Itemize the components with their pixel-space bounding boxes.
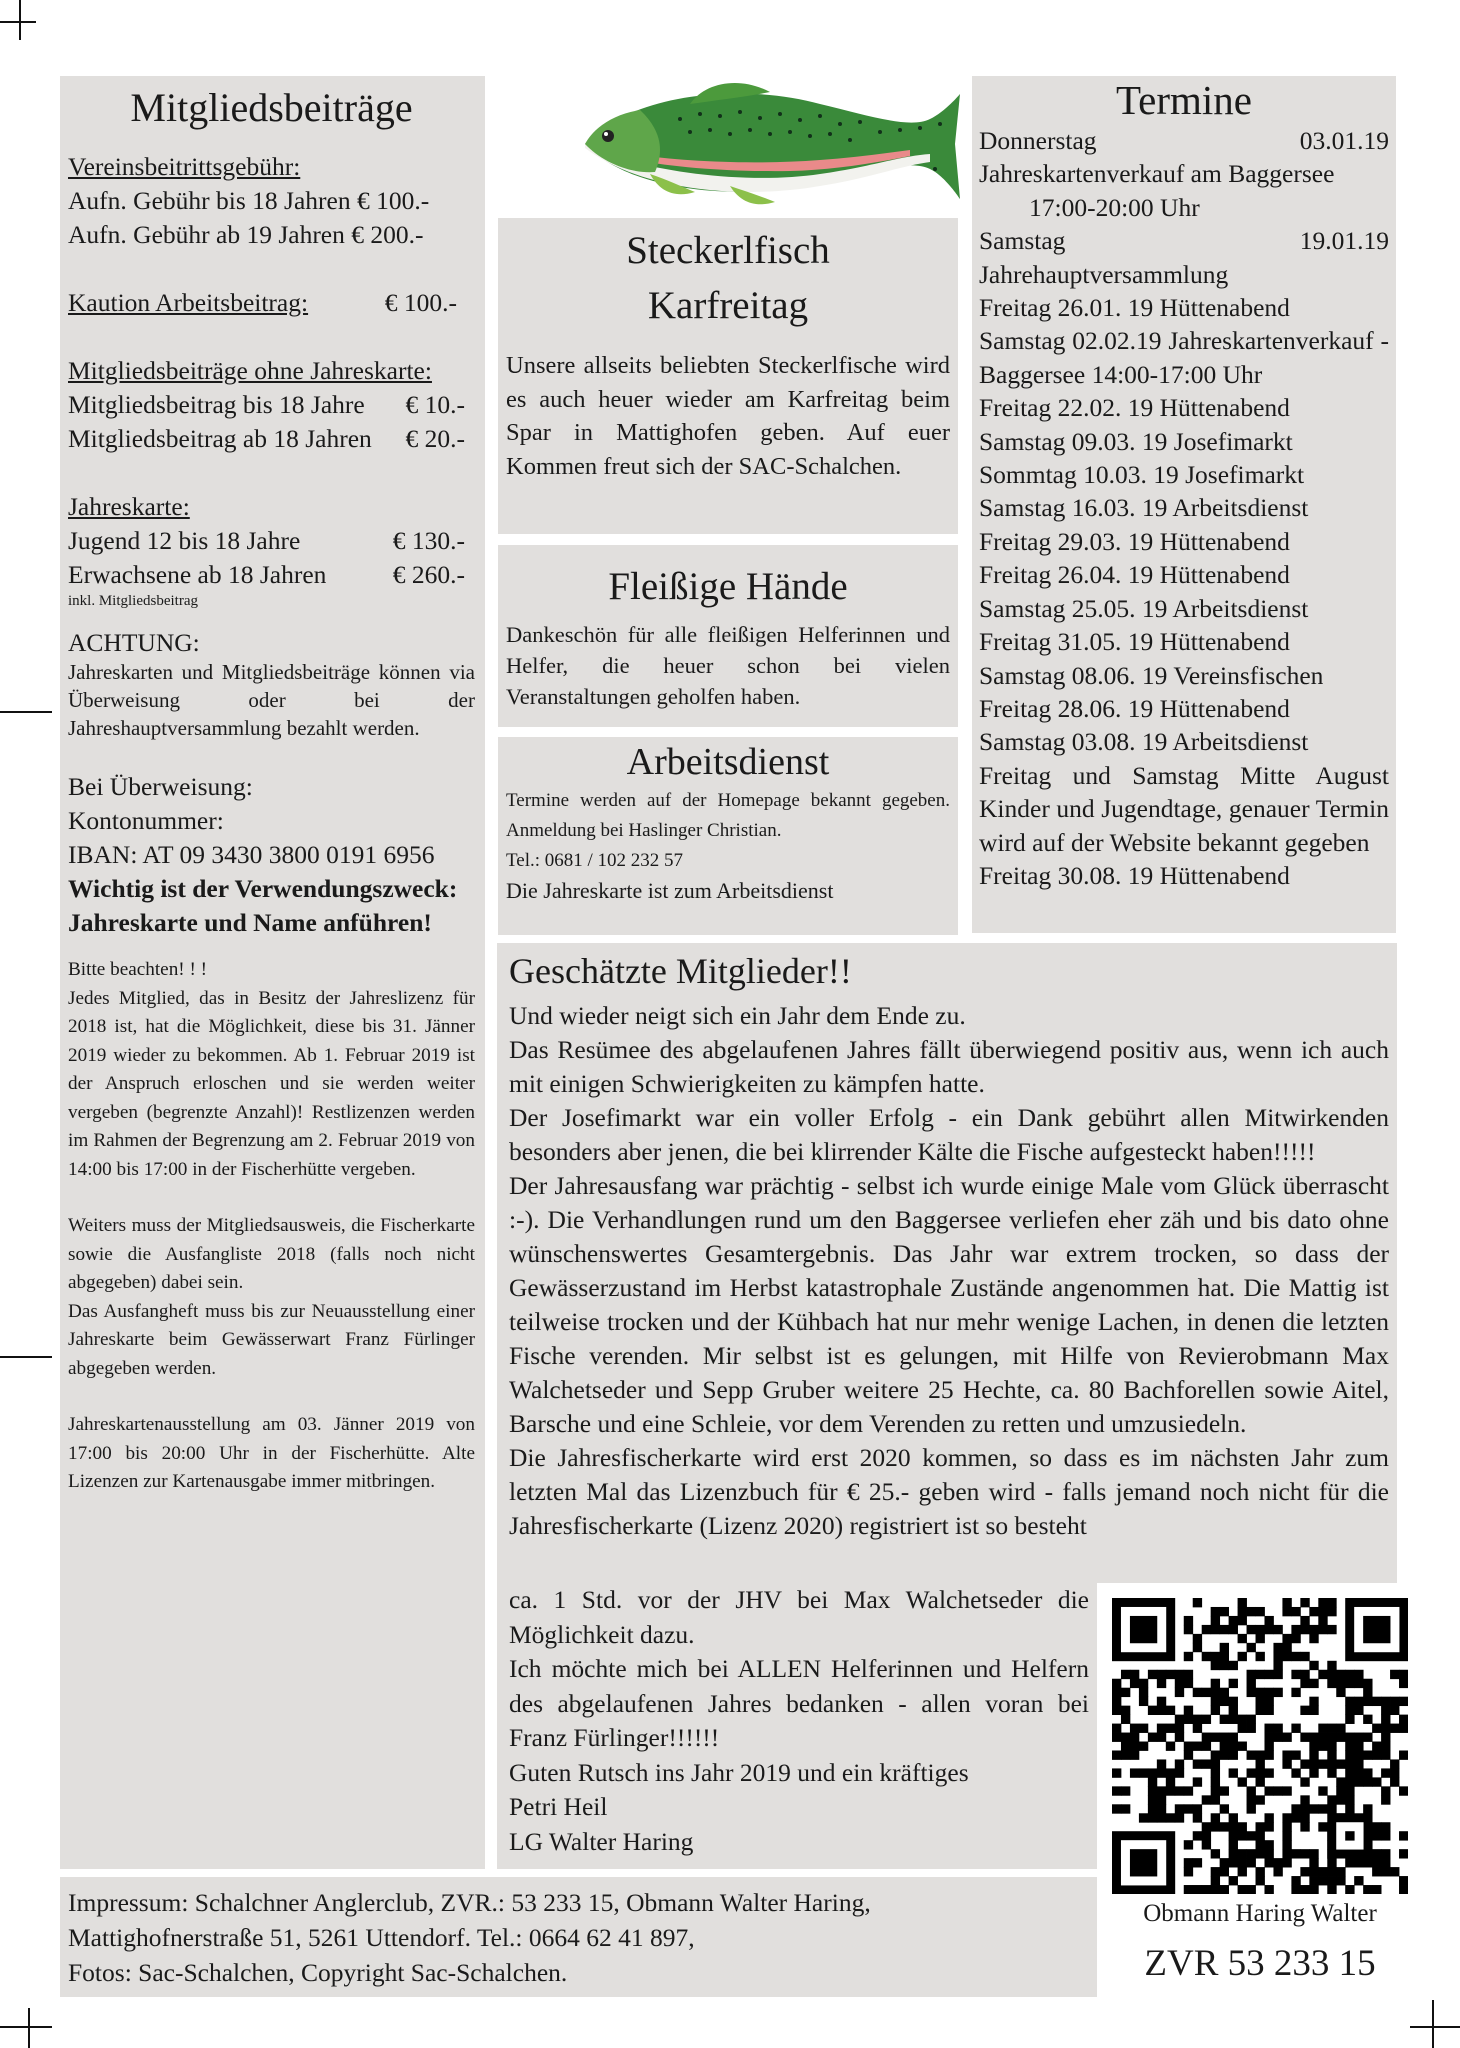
transfer-important-line: Wichtig ist der Verwendungszweck: [68,874,458,903]
date-entry: Freitag 29.03. 19 Hüttenabend [979,526,1290,556]
annual-card-fee-row [68,524,475,558]
steckerlfisch-text: Unsere allseits beliebten Steckerlfische wird es auch heuer wieder am Karfreitag beim Spar in Mattighofen geben. Auf euer Kommen freut sich der SAC-Schalchen. [506,352,950,480]
date-entry: Donnerstag 03.01.19 Jahreskartenverkauf am Baggersee [979,126,1389,189]
no-card-heading: Mitgliedsbeiträge ohne Jahreskarte: [68,356,432,385]
date-entry: Samstag 09.03. 19 Josefimarkt [979,426,1293,456]
card-note: inkl. Mitgliedsbeitrag [68,593,198,609]
crop-mark [1410,2026,1460,2028]
membership-fee-row [68,422,475,456]
membership-fees-title: Mitgliedsbeiträge [130,85,413,130]
deposit-row [68,286,475,320]
qr-caption: Obmann Haring Walter [1143,1900,1377,1927]
crop-mark [0,711,52,713]
date-entry: Samstag 03.08. 19 Arbeitsdienst [979,727,1309,757]
crop-mark [0,1356,52,1358]
steckerlfisch-title-line2: Karfreitag [647,284,809,327]
work-service-panel [498,737,958,935]
deposit-label: Kaution Arbeitsbeitrag: [68,288,309,317]
logbook-text: Das Ausfangheft muss bis zur Neuausstellung einer Jahreskarte beim Gewässerwart Franz Fürlinger abgegeben werden. [68,1300,475,1379]
steckerlfisch-title-line1: Steckerlfisch [626,229,830,272]
letter-title: Geschätzte Mitglieder!! [509,951,852,991]
crop-mark [1432,2000,1434,2048]
work-service-phone: Tel.: 0681 / 102 232 57 [506,850,684,871]
steckerlfisch-title [506,223,950,333]
date-entry: Freitag 22.02. 19 Hüttenabend [979,393,1290,423]
card-issue-text: Jahreskartenausstellung am 03. Jänner 2019 von 17:00 bis 20:00 Uhr in der Fischerhütte. Alte Lizenzen zur Kartenausgabe immer mitbringen. [68,1414,475,1492]
work-service-title: Arbeitsdienst [626,741,830,783]
letter-paragraph: ca. 1 Std. vor der JHV bei Max Walchetseder die Möglichkeit dazu. [509,1585,1089,1649]
helpers-text: Dankeschön für alle fleißigen Helferinnen und Helfer, die heuer schon bei vielen Veranstaltungen geholfen haben. [506,622,950,709]
members-letter-continuation [497,1583,1097,1869]
qr-code [1112,1598,1408,1894]
date-entry: Samstag 25.05. 19 Arbeitsdienst [979,593,1309,623]
transfer-important-line: Jahreskarte und Name anführen! [68,908,432,937]
membership-fee-row-value: € 20.- [405,424,465,453]
date-entry: Samstag 16.03. 19 Arbeitsdienst [979,493,1309,523]
crop-mark [0,21,36,23]
letter-paragraph: LG Walter Haring [509,1826,694,1856]
date-entry: Freitag 28.06. 19 Hüttenabend [979,693,1290,723]
date-entry: Samstag 02.02.19 Jahreskartenverkauf - Baggersee 14:00-17:00 Uhr [979,326,1389,389]
letter-paragraph: Petri Heil [509,1792,608,1821]
annual-card-fee-row [68,558,475,592]
date-entry: Samstag 19.01.19 Jahrehauptversammlung [979,226,1389,289]
steckerlfisch-panel [498,218,958,534]
transfer-line: IBAN: AT 09 3430 3800 0191 6956 [68,840,435,869]
date-entry: 17:00-20:00 Uhr [1029,192,1200,222]
impressum-line: Impressum: Schalchner Anglerclub, ZVR.: 53 233 15, Obmann Walter Haring, [68,1888,871,1917]
crop-mark [19,0,21,40]
notice-heading: Bitte beachten! ! ! [68,959,208,980]
letter-paragraph: Ich möchte mich bei ALLEN Helferinnen und Helfern des abgelaufenen Jahres bedanken - allen voran bei Franz Fürlinger!!!!!! [509,1654,1089,1752]
letter-paragraph: Das Resümee des abgelaufenen Jahres fällt überwiegend positiv aus, wenn ich auch mit einigen Schwierigkeiten zu kämpfen hatte. [509,1035,1389,1098]
card-heading: Jahreskarte: [68,492,190,521]
date-entry: Freitag 26.01. 19 Hüttenabend [979,293,1290,323]
deposit-value: € 100.- [384,288,457,317]
helpers-title: Fleißige Hände [608,565,848,608]
date-entry: Freitag 31.05. 19 Hüttenabend [979,627,1290,657]
letter-paragraph: Der Josefimarkt war ein voller Erfolg - ein Dank gebührt allen Mitwirkenden besonders aber jenen, die bei klirrender Kälte die Fische aufgesteckt haben!!!!! [509,1103,1389,1166]
entry-fee-row: Aufn. Gebühr bis 18 Jahren € 100.- [68,186,430,215]
annual-card-fee-row-value: € 130.- [392,526,465,555]
date-entry: Samstag 08.06. 19 Vereinsfischen [979,660,1324,690]
date-entry: Freitag 26.04. 19 Hüttenabend [979,560,1290,590]
membership-fee-row-label: Mitgliedsbeitrag ab 18 Jahren [68,424,372,453]
annual-card-fee-row-label: Jugend 12 bis 18 Jahre [68,526,301,555]
zvr-number: ZVR 53 233 15 [1144,1943,1376,1984]
work-service-text: Termine werden auf der Homepage bekannt gegeben. Anmeldung bei Haslinger Christian. [506,790,950,841]
date-entry: Freitag und Samstag Mitte August Kinder und Jugendtage, genauer Termin wird auf der Website bekannt gegeben [979,760,1389,857]
entry-fee-heading: Vereinsbeitrittsgebühr: [68,152,301,181]
membership-fees-panel [60,76,485,1869]
date-entry: Sommtag 10.03. 19 Josefimarkt [979,460,1305,490]
annual-card-fee-row-label: Erwachsene ab 18 Jahren [68,560,327,589]
membership-fee-row [68,388,475,422]
dates-panel [972,76,1396,933]
impressum-line: Mattighofnerstraße 51, 5261 Uttendorf. Tel.: 0664 62 41 897, [68,1923,695,1952]
transfer-line: Bei Überweisung: [68,772,253,801]
documents-text: Weiters muss der Mitgliedsausweis, die Fischerkarte sowie die Ausfangliste 2018 (falls noch nicht abgegeben) dabei sein. [68,1215,475,1293]
trout-illustration [490,74,960,214]
work-service-note: Die Jahreskarte ist zum Arbeitsdienst [506,878,834,903]
letter-paragraph: Guten Rutsch ins Jahr 2019 und ein kräftiges [509,1757,969,1787]
letter-paragraph: Der Jahresausfang war prächtig - selbst ich wurde einige Male vom Glück überrascht :-). Die Verhandlungen rund um den Baggersee verliefen eher zäh und bis dato ohne wünschenswertes Gesamtergebnis. Das Jahr war extrem trocken, so dass der Gewässerzustand im Herbst katastrophale Zustände angenommen hat. Die Mattig ist teilweise trocken und der Kühbach hat nur mehr wenige Lachen, in denen die letzten Fische verenden. Mir selbst ist es gelungen, mit Hilfe von Revierobmann Max Walchetseder und Sepp Gruber weitere 25 Hechte, ca. 80 Bachforellen sowie Aitel, Barsche und eine Schleie, vor dem Verenden zu retten und umzusiedeln. [509,1171,1389,1438]
attention-heading: ACHTUNG: [68,628,200,657]
impressum-panel [60,1877,1097,1997]
letter-paragraph: Und wieder neigt sich ein Jahr dem Ende zu. [509,1001,966,1030]
impressum-line: Fotos: Sac-Schalchen, Copyright Sac-Schalchen. [68,1958,568,1987]
date-entry: Freitag 30.08. 19 Hüttenabend [979,860,1290,890]
attention-text: Jahreskarten und Mitgliedsbeiträge können via Überweisung oder bei der Jahreshauptversammlung bezahlt werden. [68,660,475,740]
transfer-line: Kontonummer: [68,806,224,835]
annual-card-fee-row-value: € 260.- [392,560,465,589]
letter-paragraph: Die Jahresfischerkarte wird erst 2020 kommen, so dass es im nächsten Jahr zum letzten Mal das Lizenzbuch für € 25.- geben wird - falls jemand noch nicht für die Jahresfischerkarte (Lizenz 2020) registriert ist so besteht [509,1443,1389,1540]
entry-fee-row: Aufn. Gebühr ab 19 Jahren € 200.- [68,220,424,249]
membership-fee-row-value: € 10.- [405,390,465,419]
crop-mark [28,2008,30,2048]
notice-text: Jedes Mitglied, das in Besitz der Jahreslizenz für 2018 ist, hat die Möglichkeit, diese bis 31. Jänner 2019 wieder zu bekommen. Ab 1. Februar 2019 ist der Anspruch erloschen und sie werden weiter vergeben (begrenzte Anzahl)! Restlizenzen werden im Rahmen der Begrenzung am 2. Februar 2019 von 14:00 bis 17:00 in der Fischerhütte vergeben. [68,987,475,1180]
dates-title: Termine [1115,77,1252,123]
membership-fee-row-label: Mitgliedsbeitrag bis 18 Jahre [68,390,365,419]
crop-mark [0,2026,52,2028]
members-letter-panel [497,943,1397,1583]
helpers-panel [498,545,958,727]
